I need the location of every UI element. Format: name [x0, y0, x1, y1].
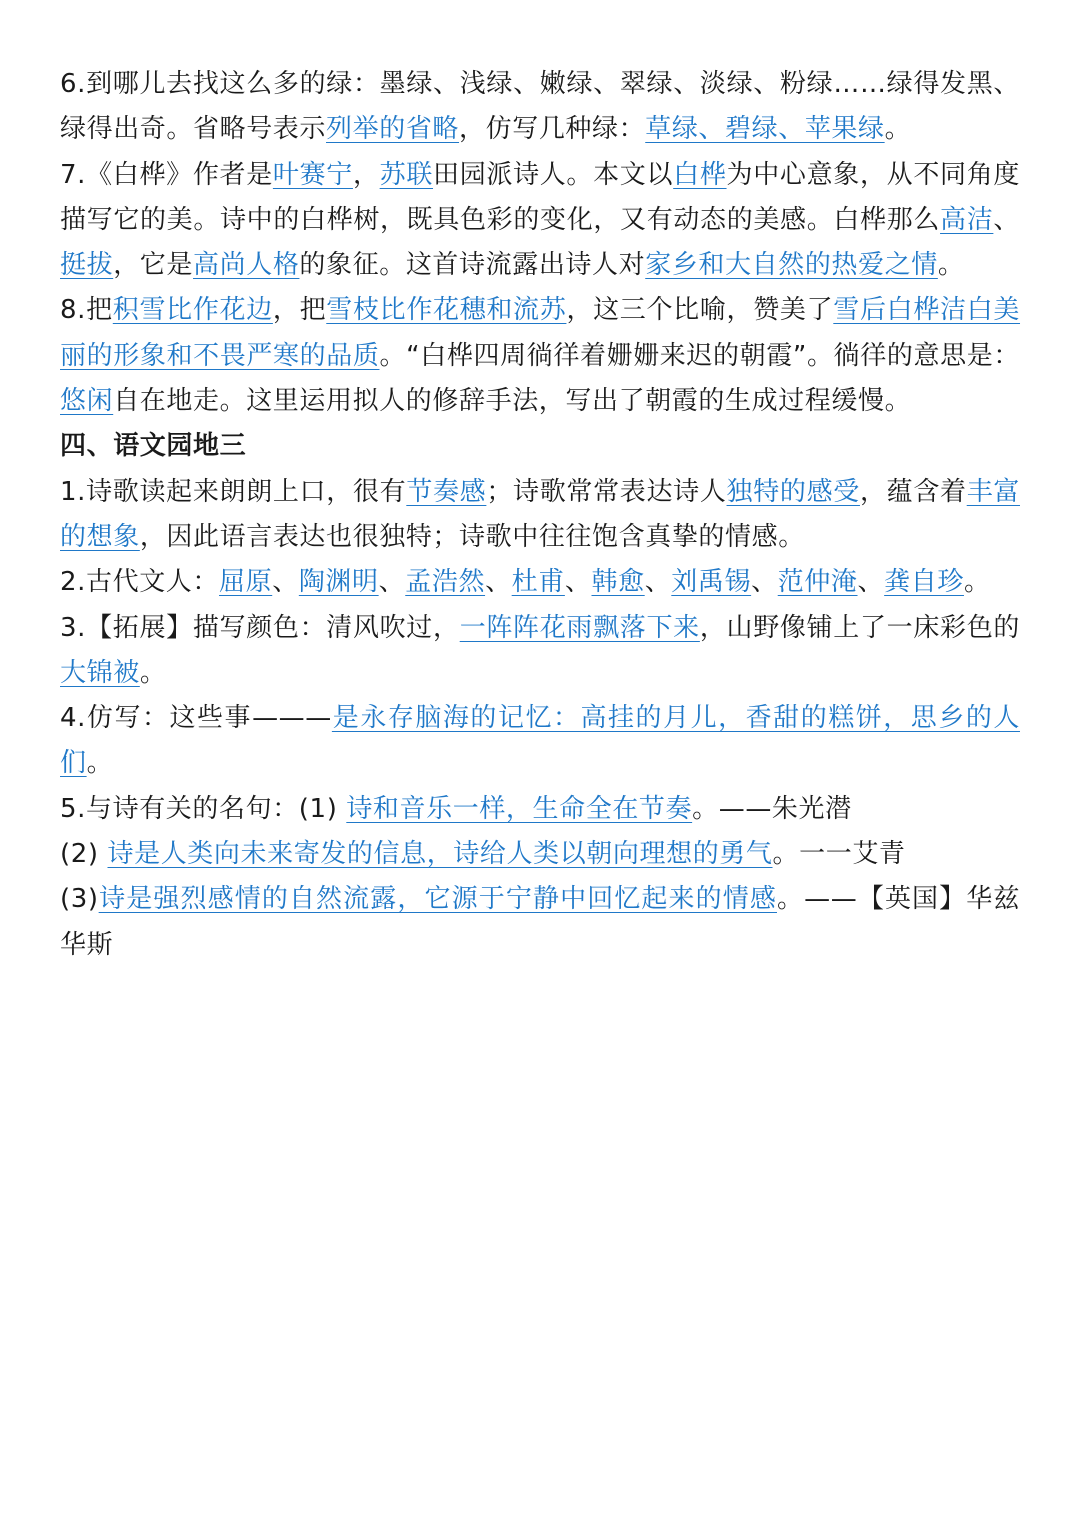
body-text: 。 — [963, 567, 991, 598]
answer-text: 孟浩然 — [405, 567, 486, 598]
answer-text: 悠闲 — [60, 386, 114, 417]
answer-text: 一阵阵花雨飘落下来 — [459, 612, 700, 643]
body-text: ，它是 — [113, 250, 194, 281]
body-text: 。 — [884, 114, 912, 145]
body-text: 2.古代文人： — [60, 567, 220, 598]
body-text: 、 — [272, 567, 299, 598]
answer-text: 高洁 — [940, 204, 994, 235]
body-text: 3.【拓展】描写颜色：清风吹过， — [60, 612, 460, 643]
body-text: 四、语文园地三 — [60, 431, 247, 462]
answer-text: 韩愈 — [591, 567, 645, 598]
paragraph — [60, 832, 1020, 877]
body-text: 5.与诗有关的名句：(1) — [60, 793, 347, 824]
answer-text: 范仲淹 — [777, 567, 858, 598]
body-text: 为中心意象，从不同角度描写它的美。诗中的白桦树，既具色彩的变化，又有动态的美感。白桦那么 — [60, 159, 1020, 235]
section-heading — [60, 424, 1020, 469]
answer-text: 积雪比作花边 — [112, 295, 273, 326]
answer-text: 丰富的想象 — [60, 476, 1020, 552]
body-text: 、 — [751, 567, 778, 598]
body-text: 、 — [485, 567, 512, 598]
body-text: 。 — [86, 748, 114, 779]
body-text: 、 — [857, 567, 885, 598]
answer-text: 刘禹锡 — [671, 567, 752, 598]
answer-text: 诗是人类向未来寄发的信息，诗给人类以朝向理想的勇气 — [107, 839, 773, 870]
answer-text: 列举的省略 — [326, 114, 460, 145]
body-text: 、 — [564, 567, 592, 598]
body-text: 。——朱光潜 — [692, 793, 852, 824]
answer-text: 屈原 — [219, 567, 273, 598]
body-text: 8.把 — [60, 295, 113, 326]
answer-text: 陶渊明 — [298, 567, 379, 598]
body-text: (2) — [60, 839, 108, 870]
answer-text: 雪后白桦洁白美丽的形象和不畏严寒的品质 — [60, 295, 1021, 371]
answer-text: 苏联 — [379, 159, 434, 190]
body-text: 。一一艾青 — [772, 839, 906, 870]
answer-text: 高尚人格 — [193, 250, 300, 281]
paragraph — [60, 62, 1020, 153]
body-text: (3) — [60, 884, 99, 915]
body-text: ，仿写几种绿： — [459, 114, 646, 145]
answer-text: 草绿、碧绿、苹果绿 — [645, 114, 885, 145]
answer-text: 杜甫 — [511, 567, 565, 598]
body-text: 7.《白桦》作者是 — [60, 159, 273, 190]
answer-text: 大锦被 — [60, 657, 140, 688]
answer-text: 是永存脑海的记忆：高挂的月儿，香甜的糕饼，思乡的人们 — [60, 703, 1020, 779]
answer-text: 挺拔 — [60, 250, 114, 281]
paragraph — [60, 153, 1020, 289]
body-text: 、 — [378, 567, 406, 598]
body-text: ，因此语言表达也很独特；诗歌中往往饱含真挚的情感。 — [139, 521, 805, 552]
answer-text: 诗是强烈感情的自然流露，它源于宁静中回忆起来的情感 — [98, 884, 777, 915]
answer-text: 白桦 — [673, 159, 727, 190]
answer-text: 龚自珍 — [884, 567, 964, 598]
body-text: ，山野像铺上了一床彩色的 — [699, 612, 1020, 643]
answer-text: 诗和音乐一样，生命全在节奏 — [346, 793, 693, 824]
body-text: 的象征。这首诗流露出诗人对 — [299, 250, 646, 281]
paragraph — [60, 606, 1020, 697]
answer-text: 家乡和大自然的热爱之情 — [645, 250, 938, 281]
answer-text: 雪枝比作花穗和流苏 — [326, 295, 567, 326]
paragraph — [60, 877, 1020, 968]
body-text: 。 — [937, 250, 965, 281]
answer-text: 节奏感 — [406, 476, 487, 507]
body-text: ， — [352, 159, 380, 190]
body-text: 。——【英国】华兹华斯 — [60, 884, 1020, 960]
body-text: 、 — [644, 567, 672, 598]
body-text: 、 — [993, 204, 1020, 235]
body-text: ；诗歌常常表达诗人 — [486, 476, 727, 507]
body-text: 1.诗歌读起来朗朗上口，很有 — [60, 476, 407, 507]
body-text: 田园派诗人。本文以 — [433, 159, 674, 190]
paragraph — [60, 470, 1020, 561]
body-text: ，把 — [272, 295, 327, 326]
body-text: 。 — [139, 657, 167, 688]
answer-text: 独特的感受 — [726, 476, 860, 507]
body-text: 。“白桦四周徜徉着姗姗来迟的朝霞”。徜徉的意思是： — [379, 340, 1020, 371]
body-text: ，这三个比喻，赞美了 — [566, 295, 834, 326]
body-text: ，蕴含着 — [859, 476, 967, 507]
body-text: 6.到哪儿去找这么多的绿：墨绿、浅绿、嫩绿、翠绿、淡绿、粉绿……绿得发黑、绿得出奇。省略号表示 — [60, 69, 1020, 145]
paragraph — [60, 560, 1020, 605]
paragraph — [60, 696, 1020, 787]
answer-text: 叶赛宁 — [272, 159, 353, 190]
body-text: 4.仿写：这些事——— — [60, 703, 332, 734]
paragraph — [60, 288, 1020, 424]
body-text: 自在地走。这里运用拟人的修辞手法，写出了朝霞的生成过程缓慢。 — [113, 386, 912, 417]
paragraph — [60, 787, 1020, 832]
